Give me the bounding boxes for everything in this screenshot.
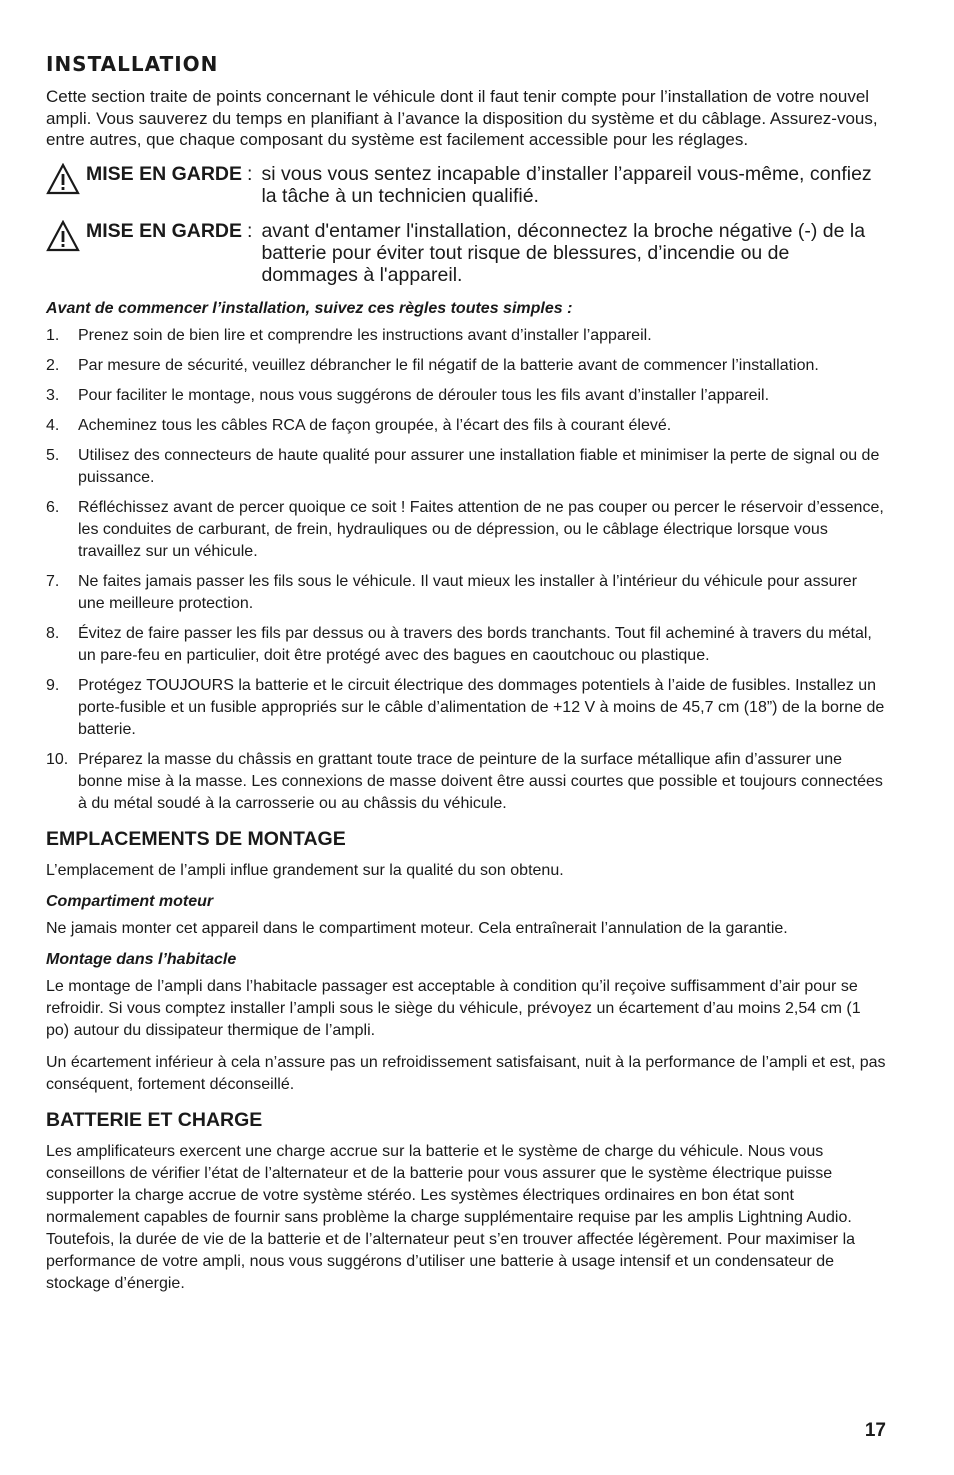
list-item	[46, 749, 888, 815]
warning-block-2	[46, 220, 888, 286]
list-item	[46, 385, 888, 407]
list-item-number: 7.	[46, 572, 60, 590]
list-item	[46, 355, 888, 377]
warning-separator: :	[247, 162, 253, 185]
list-item-number: 9.	[46, 676, 60, 694]
battery-text: Les amplificateurs exercent une charge accrue sur la batterie et le système de charge du véhicule. Nous vous conseillons de vérifier l’état de l’alternateur et de la batterie pour vous assurer que le système électrique puisse supporter la charge accrue de votre système stéréo. Les systèmes électriques ordinaires en bon état sont normalement capables de fournir sans problème la charge supplémentaire requise par les amplis Lightning Audio. Toutefois, la durée de vie de la batterie et de l’alternateur peut s’en trouver affectée légèrement. Pour maximiser la performance de votre ampli, nous vous suggérons d’utiliser une batterie à usage intensif et un condensateur de stockage d’énergie.	[46, 1142, 856, 1292]
list-item	[46, 571, 888, 615]
list-item-text: Pour faciliter le montage, nous vous suggérons de dérouler tous les fils avant d’installer l’appareil.	[78, 386, 770, 404]
list-item-number: 10.	[46, 750, 69, 768]
engine-compartment-text: Ne jamais monter cet appareil dans le compartiment moteur. Cela entraînerait l’annulation de la garantie.	[46, 919, 788, 937]
list-item	[46, 623, 888, 667]
warning-label: MISE EN GARDE	[86, 219, 243, 242]
list-item-number: 8.	[46, 624, 60, 642]
mounting-intro: L’emplacement de l’ampli influe grandement sur la qualité du son obtenu.	[46, 861, 564, 879]
list-item-text: Acheminez tous les câbles RCA de façon groupée, à l’écart des fils à courant élevé.	[78, 416, 672, 434]
cabin-mounting-text-2: Un écartement inférieur à cela n’assure pas un refroidissement satisfaisant, nuit à la performance de l’ampli et est, pas conséquent, fortement déconseillé.	[46, 1053, 886, 1093]
warning-text: avant d'entamer l'installation, déconnectez la broche négative (-) de la batterie pour éviter tout risque de blessures, d’incendie ou de dommages à l'appareil.	[261, 219, 866, 286]
list-item-text: Évitez de faire passer les fils par dessus ou à travers des bords tranchants. Tout fil acheminé à travers du métal, un pare-feu en particulier, doit être protégé avec des bagues en caoutchouc ou plastique.	[78, 624, 872, 664]
list-item-text: Préparez la masse du châssis en grattant toute trace de peinture de la surface métallique afin d’assurer une bonne mise à la masse. Les connexions de masse doivent être aussi courtes que possible et toujours connectées à du métal soudé à la carrosserie ou au châssis du véhicule.	[78, 750, 883, 812]
warning-block-1	[46, 163, 888, 207]
list-item	[46, 325, 888, 347]
list-item-number: 3.	[46, 386, 60, 404]
list-item-text: Utilisez des connecteurs de haute qualité pour assurer une installation fiable et minimiser la perte de signal ou de puissance.	[78, 446, 880, 486]
list-item	[46, 445, 888, 489]
list-item-text: Par mesure de sécurité, veuillez débrancher le fil négatif de la batterie avant de commencer l’installation.	[78, 356, 819, 374]
mounting-heading: EMPLACEMENTS DE MONTAGE	[46, 827, 346, 850]
list-item	[46, 675, 888, 741]
list-item	[46, 415, 888, 437]
list-item-number: 4.	[46, 416, 60, 434]
intro-paragraph: Cette section traite de points concernant le véhicule dont il faut tenir compte pour l’installation de votre nouvel ampli. Vous sauverez du temps en planifiant à l’avance la disposition du système et du câblage. Assurez-vous, entre autres, que chaque composant du système est facilement accessible pour les réglages.	[46, 87, 878, 149]
warning-text: si vous vous sentez incapable d’installer l’appareil vous-même, confiez la tâche à un technicien qualifié.	[261, 162, 872, 207]
list-item-number: 5.	[46, 446, 60, 464]
page-number: 17	[864, 1420, 886, 1441]
rules-list	[46, 325, 888, 815]
list-item-text: Réfléchissez avant de percer quoique ce soit ! Faites attention de ne pas couper ou percer le réservoir d’essence, les conduites de carburant, de frein, hydrauliques ou de dépression, ou le câblage électrique lorsque vous travaillez sur un véhicule.	[78, 498, 884, 560]
cabin-mounting-text: Le montage de l’ampli dans l’habitacle passager est acceptable à condition qu’il reçoive suffisamment d’air pour se refroidir. Si vous comptez installer l’ampli sous le siège du véhicule, prévoyez un écartement d’au moins 2,54 cm (1 po) autour du dissipateur thermique de l’ampli.	[46, 977, 861, 1039]
warning-separator: :	[247, 219, 253, 242]
warning-triangle-icon	[46, 163, 86, 195]
cabin-mounting-heading: Montage dans l’habitacle	[46, 950, 237, 968]
rules-lead: Avant de commencer l’installation, suivez ces règles toutes simples :	[46, 299, 573, 317]
list-item-number: 1.	[46, 326, 60, 344]
document-page	[46, 44, 888, 1305]
list-item-text: Ne faites jamais passer les fils sous le véhicule. Il vaut mieux les installer à l’intérieur du véhicule pour assurer une meilleure protection.	[78, 572, 858, 612]
warning-triangle-icon	[46, 220, 86, 252]
list-item-text: Prenez soin de bien lire et comprendre les instructions avant d’installer l’appareil.	[78, 326, 652, 344]
page-title: installation	[46, 44, 219, 78]
list-item-text: Protégez TOUJOURS la batterie et le circuit électrique des dommages potentiels à l’aide de fusibles. Installez un porte-fusible et un fusible appropriés sur le câble d’alimentation de +12 V à moins de 45,7 cm (18”) de la borne de batterie.	[78, 676, 885, 738]
list-item-number: 6.	[46, 498, 60, 516]
list-item-number: 2.	[46, 356, 60, 374]
battery-heading: BATTERIE ET CHARGE	[46, 1108, 263, 1131]
engine-compartment-heading: Compartiment moteur	[46, 892, 214, 910]
list-item	[46, 497, 888, 563]
warning-label: MISE EN GARDE	[86, 162, 243, 185]
